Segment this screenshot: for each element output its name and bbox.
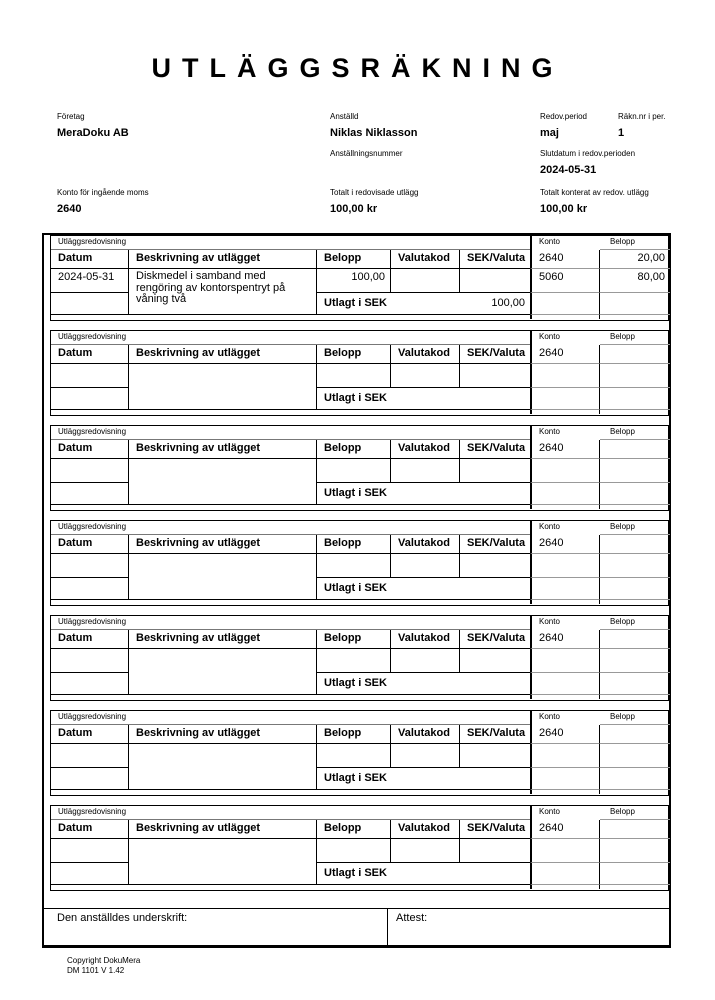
belopp-cell: [317, 839, 391, 863]
konto-cell: [530, 673, 600, 695]
block-bottom-strip: [600, 695, 670, 699]
konto-cell: [530, 364, 600, 388]
datum-extra-cell: [51, 293, 129, 315]
block-bottom-strip: [51, 790, 530, 794]
datum-cell: [51, 459, 129, 483]
datum-header: Datum: [51, 535, 129, 554]
konto-belopp-cell: [600, 839, 670, 863]
konto-cell: 5060: [530, 269, 600, 293]
beskrivning-header: Beskrivning av utlägget: [129, 440, 317, 459]
konto-belopp-cell: [600, 459, 670, 483]
section-title: Utläggsredovisning: [51, 616, 530, 630]
beskrivning-cell: [129, 744, 317, 790]
beskrivning-cell: [129, 364, 317, 410]
beskrivning-header: Beskrivning av utlägget: [129, 725, 317, 744]
beskrivning-header: Beskrivning av utlägget: [129, 250, 317, 269]
block-bottom-strip: [530, 315, 600, 319]
belopp-col-header: Belopp: [600, 711, 670, 725]
konto-belopp-cell: 80,00: [600, 269, 670, 293]
beskrivning-header: Beskrivning av utlägget: [129, 535, 317, 554]
valutakod-cell: [391, 744, 460, 768]
period-value: maj: [540, 127, 559, 139]
konto-cell: [530, 744, 600, 768]
konto-cell: [530, 388, 600, 410]
utlagt-i-sek-value: [460, 863, 530, 885]
end-date-label: Slutdatum i redov.perioden: [540, 149, 636, 158]
sek-valuta-cell: [460, 269, 530, 293]
block-bottom-strip: [530, 790, 600, 794]
page-title: UTLÄGGSRÄKNING: [151, 53, 564, 83]
beskrivning-cell: [129, 269, 317, 315]
block-bottom-strip: [51, 505, 530, 509]
konto-cell: [530, 459, 600, 483]
employee-no-label: Anställningsnummer: [330, 149, 403, 158]
konto-belopp-cell: [600, 345, 670, 364]
sek-valuta-header: SEK/Valuta: [460, 535, 530, 554]
belopp-header: Belopp: [317, 250, 391, 269]
datum-extra-cell: [51, 768, 129, 790]
block-bottom-strip: [51, 695, 530, 699]
konto-belopp-cell: [600, 483, 670, 505]
konto-belopp-cell: [600, 293, 670, 315]
belopp-cell: [317, 459, 391, 483]
konto-belopp-cell: [600, 554, 670, 578]
sek-valuta-header: SEK/Valuta: [460, 250, 530, 269]
block-bottom-strip: [530, 410, 600, 414]
expense-block: [50, 710, 669, 796]
valutakod-cell: [391, 459, 460, 483]
section-title: Utläggsredovisning: [51, 521, 530, 535]
belopp-header: Belopp: [317, 725, 391, 744]
sek-valuta-cell: [460, 744, 530, 768]
utlagt-i-sek-label: Utlagt i SEK: [317, 863, 460, 885]
belopp-header: Belopp: [317, 630, 391, 649]
block-bottom-strip: [530, 505, 600, 509]
konto-col-header: Konto: [530, 521, 600, 535]
block-bottom-strip: [600, 505, 670, 509]
konto-cell: [530, 863, 600, 885]
konto-cell: 2640: [530, 725, 600, 744]
sek-valuta-cell: [460, 554, 530, 578]
konto-cell: [530, 578, 600, 600]
belopp-header: Belopp: [317, 535, 391, 554]
datum-extra-cell: [51, 483, 129, 505]
datum-extra-cell: [51, 673, 129, 695]
konto-belopp-cell: [600, 649, 670, 673]
belopp-col-header: Belopp: [600, 236, 670, 250]
belopp-header: Belopp: [317, 820, 391, 839]
valutakod-header: Valutakod: [391, 440, 460, 459]
konto-cell: [530, 768, 600, 790]
konto-col-header: Konto: [530, 806, 600, 820]
belopp-col-header: Belopp: [600, 806, 670, 820]
konto-col-header: Konto: [530, 711, 600, 725]
block-bottom-strip: [530, 885, 600, 889]
block-bottom-strip: [51, 315, 530, 319]
utlagt-i-sek-value: [460, 483, 530, 505]
valutakod-cell: [391, 269, 460, 293]
datum-cell: [51, 744, 129, 768]
valutakod-header: Valutakod: [391, 725, 460, 744]
konto-belopp-cell: [600, 630, 670, 649]
sek-valuta-header: SEK/Valuta: [460, 630, 530, 649]
datum-extra-cell: [51, 863, 129, 885]
expense-block: [50, 520, 669, 606]
valutakod-header: Valutakod: [391, 535, 460, 554]
konto-col-header: Konto: [530, 236, 600, 250]
datum-header: Datum: [51, 250, 129, 269]
sek-valuta-header: SEK/Valuta: [460, 725, 530, 744]
section-title: Utläggsredovisning: [51, 331, 530, 345]
section-title: Utläggsredovisning: [51, 236, 530, 250]
konto-cell: 2640: [530, 820, 600, 839]
utlagt-i-sek-value: [460, 388, 530, 410]
datum-cell: [51, 649, 129, 673]
konto-belopp-cell: [600, 388, 670, 410]
copyright-line2: DM 1101 V 1.42: [67, 966, 125, 975]
section-title: Utläggsredovisning: [51, 711, 530, 725]
block-bottom-strip: [600, 410, 670, 414]
section-title: Utläggsredovisning: [51, 426, 530, 440]
copyright-note: [67, 956, 140, 976]
konto-cell: [530, 839, 600, 863]
section-title: Utläggsredovisning: [51, 806, 530, 820]
end-date-value: 2024-05-31: [540, 164, 597, 176]
total-booked-value: 100,00 kr: [540, 203, 588, 215]
datum-header: Datum: [51, 440, 129, 459]
expense-block: [50, 330, 669, 416]
expense-block: [50, 235, 669, 321]
copyright-line1: Copyright DokuMera: [67, 956, 141, 965]
belopp-header: Belopp: [317, 345, 391, 364]
konto-belopp-cell: [600, 535, 670, 554]
utlagt-i-sek-value: [460, 578, 530, 600]
datum-header: Datum: [51, 630, 129, 649]
konto-cell: [530, 554, 600, 578]
utlagt-i-sek-value: [460, 673, 530, 695]
utlagt-i-sek-label: Utlagt i SEK: [317, 768, 460, 790]
sek-valuta-cell: [460, 364, 530, 388]
beskrivning-header: Beskrivning av utlägget: [129, 820, 317, 839]
invoice-no-value: 1: [618, 127, 625, 139]
valutakod-cell: [391, 554, 460, 578]
utlagt-i-sek-label: Utlagt i SEK: [317, 673, 460, 695]
total-booked-label: Totalt konterat av redov. utlägg: [540, 188, 649, 197]
belopp-header: Belopp: [317, 440, 391, 459]
datum-cell: 2024-05-31: [51, 269, 129, 293]
block-bottom-strip: [51, 410, 530, 414]
konto-belopp-cell: [600, 725, 670, 744]
employee-value: Niklas Niklasson: [330, 127, 418, 139]
datum-cell: [51, 364, 129, 388]
valutakod-header: Valutakod: [391, 820, 460, 839]
konto-belopp-cell: [600, 744, 670, 768]
employee-label: Anställd: [330, 112, 359, 121]
konto-belopp-cell: [600, 820, 670, 839]
sek-valuta-cell: [460, 839, 530, 863]
block-bottom-strip: [530, 600, 600, 604]
beskrivning-cell: [129, 459, 317, 505]
belopp-cell: [317, 364, 391, 388]
employee-signature-cell: Den anställdes underskrift:: [44, 909, 388, 945]
belopp-cell: 100,00: [317, 269, 391, 293]
konto-cell: 2640: [530, 345, 600, 364]
utlagt-i-sek-label: Utlagt i SEK: [317, 293, 460, 315]
konto-belopp-cell: [600, 673, 670, 695]
datum-extra-cell: [51, 578, 129, 600]
konto-cell: [530, 293, 600, 315]
sek-valuta-header: SEK/Valuta: [460, 440, 530, 459]
beskrivning-cell: [129, 839, 317, 885]
konto-cell: [530, 483, 600, 505]
datum-header: Datum: [51, 820, 129, 839]
konto-belopp-cell: [600, 440, 670, 459]
belopp-col-header: Belopp: [600, 616, 670, 630]
valutakod-cell: [391, 839, 460, 863]
belopp-col-header: Belopp: [600, 331, 670, 345]
konto-belopp-cell: [600, 863, 670, 885]
konto-col-header: Konto: [530, 331, 600, 345]
datum-cell: [51, 839, 129, 863]
utlagt-i-sek-value: [460, 768, 530, 790]
datum-cell: [51, 554, 129, 578]
konto-col-header: Konto: [530, 616, 600, 630]
sek-valuta-header: SEK/Valuta: [460, 345, 530, 364]
konto-cell: [530, 649, 600, 673]
total-reported-value: 100,00 kr: [330, 203, 378, 215]
company-value: MeraDoku AB: [57, 127, 129, 139]
datum-extra-cell: [51, 388, 129, 410]
valutakod-cell: [391, 364, 460, 388]
block-bottom-strip: [600, 315, 670, 319]
signature-row: [44, 908, 669, 945]
konto-belopp-cell: [600, 578, 670, 600]
utlagt-i-sek-label: Utlagt i SEK: [317, 578, 460, 600]
valutakod-cell: [391, 649, 460, 673]
expense-block: [50, 805, 669, 891]
konto-col-header: Konto: [530, 426, 600, 440]
attest-cell: Attest:: [396, 912, 428, 924]
company-label: Företag: [57, 112, 85, 121]
konto-cell: 2640: [530, 440, 600, 459]
beskrivning-cell: [129, 554, 317, 600]
utlagt-i-sek-label: Utlagt i SEK: [317, 483, 460, 505]
konto-cell: 2640: [530, 535, 600, 554]
belopp-cell: [317, 554, 391, 578]
konto-belopp-cell: [600, 364, 670, 388]
total-reported-label: Totalt i redovisade utlägg: [330, 188, 419, 197]
vat-account-label: Konto för ingående moms: [57, 188, 149, 197]
expense-block: [50, 615, 669, 701]
sek-valuta-header: SEK/Valuta: [460, 820, 530, 839]
datum-header: Datum: [51, 725, 129, 744]
sek-valuta-cell: [460, 649, 530, 673]
sek-valuta-cell: [460, 459, 530, 483]
valutakod-header: Valutakod: [391, 250, 460, 269]
block-bottom-strip: [51, 885, 530, 889]
expense-block: [50, 425, 669, 511]
invoice-no-label: Räkn.nr i per.: [618, 112, 666, 121]
vat-account-value: 2640: [57, 203, 82, 215]
utlagt-i-sek-label: Utlagt i SEK: [317, 388, 460, 410]
belopp-cell: [317, 744, 391, 768]
period-label: Redov.period: [540, 112, 587, 121]
valutakod-header: Valutakod: [391, 345, 460, 364]
block-bottom-strip: [600, 600, 670, 604]
konto-belopp-cell: [600, 768, 670, 790]
belopp-cell: [317, 649, 391, 673]
utlagt-i-sek-value: 100,00: [460, 293, 530, 315]
konto-cell: 2640: [530, 630, 600, 649]
beskrivning-text: Diskmedel i samband med rengöring av kontorspentryt på våning två: [136, 270, 286, 305]
valutakod-header: Valutakod: [391, 630, 460, 649]
beskrivning-cell: [129, 649, 317, 695]
form-body: [42, 233, 671, 948]
belopp-col-header: Belopp: [600, 426, 670, 440]
block-bottom-strip: [600, 790, 670, 794]
datum-header: Datum: [51, 345, 129, 364]
beskrivning-header: Beskrivning av utlägget: [129, 345, 317, 364]
belopp-col-header: Belopp: [600, 521, 670, 535]
block-bottom-strip: [600, 885, 670, 889]
blocks-container: [50, 235, 669, 891]
block-bottom-strip: [530, 695, 600, 699]
block-bottom-strip: [51, 600, 530, 604]
konto-belopp-cell: 20,00: [600, 250, 670, 269]
konto-cell: 2640: [530, 250, 600, 269]
beskrivning-header: Beskrivning av utlägget: [129, 630, 317, 649]
